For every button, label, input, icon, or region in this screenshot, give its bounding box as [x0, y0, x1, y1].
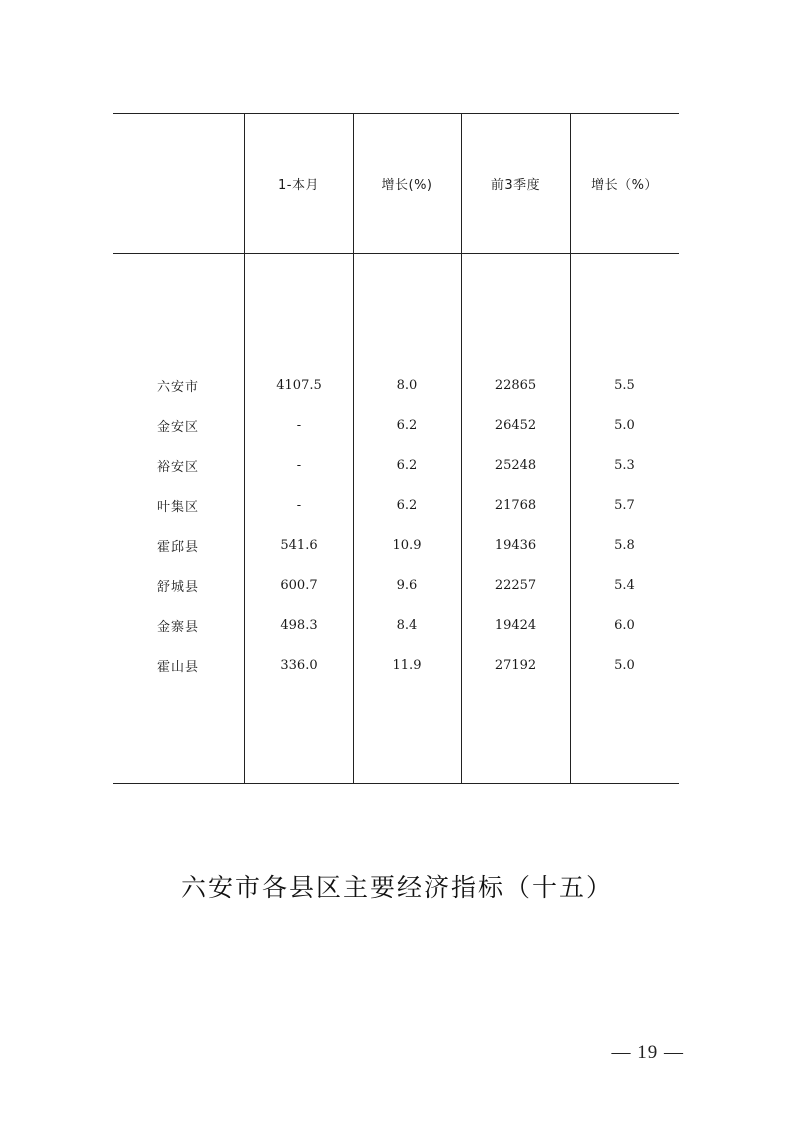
cell-month-growth: 10.9 [392, 537, 422, 553]
cell-q3-growth: 5.0 [614, 417, 635, 433]
cell-region-name: 舒城县 [157, 579, 200, 595]
cell-month-growth: 9.6 [396, 577, 418, 593]
cell-region-name: 霍邱县 [157, 539, 200, 555]
cell-month-total: - [296, 497, 302, 513]
cell-region-name: 裕安区 [157, 459, 200, 475]
cell-q3-total: 22865 [494, 377, 537, 393]
table-row [0, 605, 794, 645]
cell-q3-growth: 5.4 [614, 577, 635, 593]
cell-q3-total: 26452 [494, 417, 537, 433]
cell-month-growth: 6.2 [396, 457, 418, 473]
header-q3-total: 前3季度 [490, 178, 541, 193]
cell-month-total: - [296, 457, 302, 473]
table-row [0, 405, 794, 445]
table-row [0, 565, 794, 605]
cell-month-total: 498.3 [280, 617, 318, 633]
header-q3-growth: 增长（%） [591, 178, 658, 193]
header-month-growth: 增长(%) [381, 178, 433, 193]
cell-month-total: 600.7 [280, 577, 318, 593]
cell-month-growth: 8.0 [396, 377, 418, 393]
cell-q3-total: 27192 [494, 657, 537, 673]
cell-region-name: 霍山县 [157, 659, 200, 675]
cell-q3-growth: 5.0 [614, 657, 635, 673]
cell-month-growth: 11.9 [392, 657, 422, 673]
cell-region-name: 叶集区 [157, 499, 200, 515]
table-row [0, 525, 794, 565]
table-header-divider [113, 253, 679, 254]
cell-month-growth: 8.4 [396, 617, 418, 633]
table-row [0, 485, 794, 525]
cell-q3-growth: 6.0 [614, 617, 635, 633]
table-row [0, 645, 794, 685]
cell-month-total: 541.6 [280, 537, 318, 553]
cell-q3-total: 21768 [494, 497, 537, 513]
cell-q3-growth: 5.7 [614, 497, 635, 513]
cell-q3-total: 22257 [494, 577, 537, 593]
page-number: — 19 — [611, 1042, 684, 1063]
table-row [0, 445, 794, 485]
cell-region-name: 金寨县 [157, 619, 200, 635]
cell-q3-growth: 5.5 [614, 377, 635, 393]
cell-region-name: 金安区 [157, 419, 200, 435]
cell-region-name: 六安市 [157, 379, 200, 395]
cell-q3-growth: 5.8 [614, 537, 635, 553]
table-row [0, 365, 794, 405]
cell-month-total: - [296, 417, 302, 433]
cell-q3-total: 19436 [494, 537, 537, 553]
cell-q3-total: 25248 [494, 457, 537, 473]
document-title: 六安市各县区主要经济指标（十五） [180, 873, 613, 902]
cell-month-total: 336.0 [280, 657, 318, 673]
cell-month-growth: 6.2 [396, 497, 418, 513]
header-region [113, 114, 244, 253]
cell-q3-total: 19424 [494, 617, 537, 633]
cell-q3-growth: 5.3 [614, 457, 635, 473]
cell-month-total: 4107.5 [276, 377, 322, 393]
header-month-total: 1-本月 [278, 178, 319, 193]
cell-month-growth: 6.2 [396, 417, 418, 433]
